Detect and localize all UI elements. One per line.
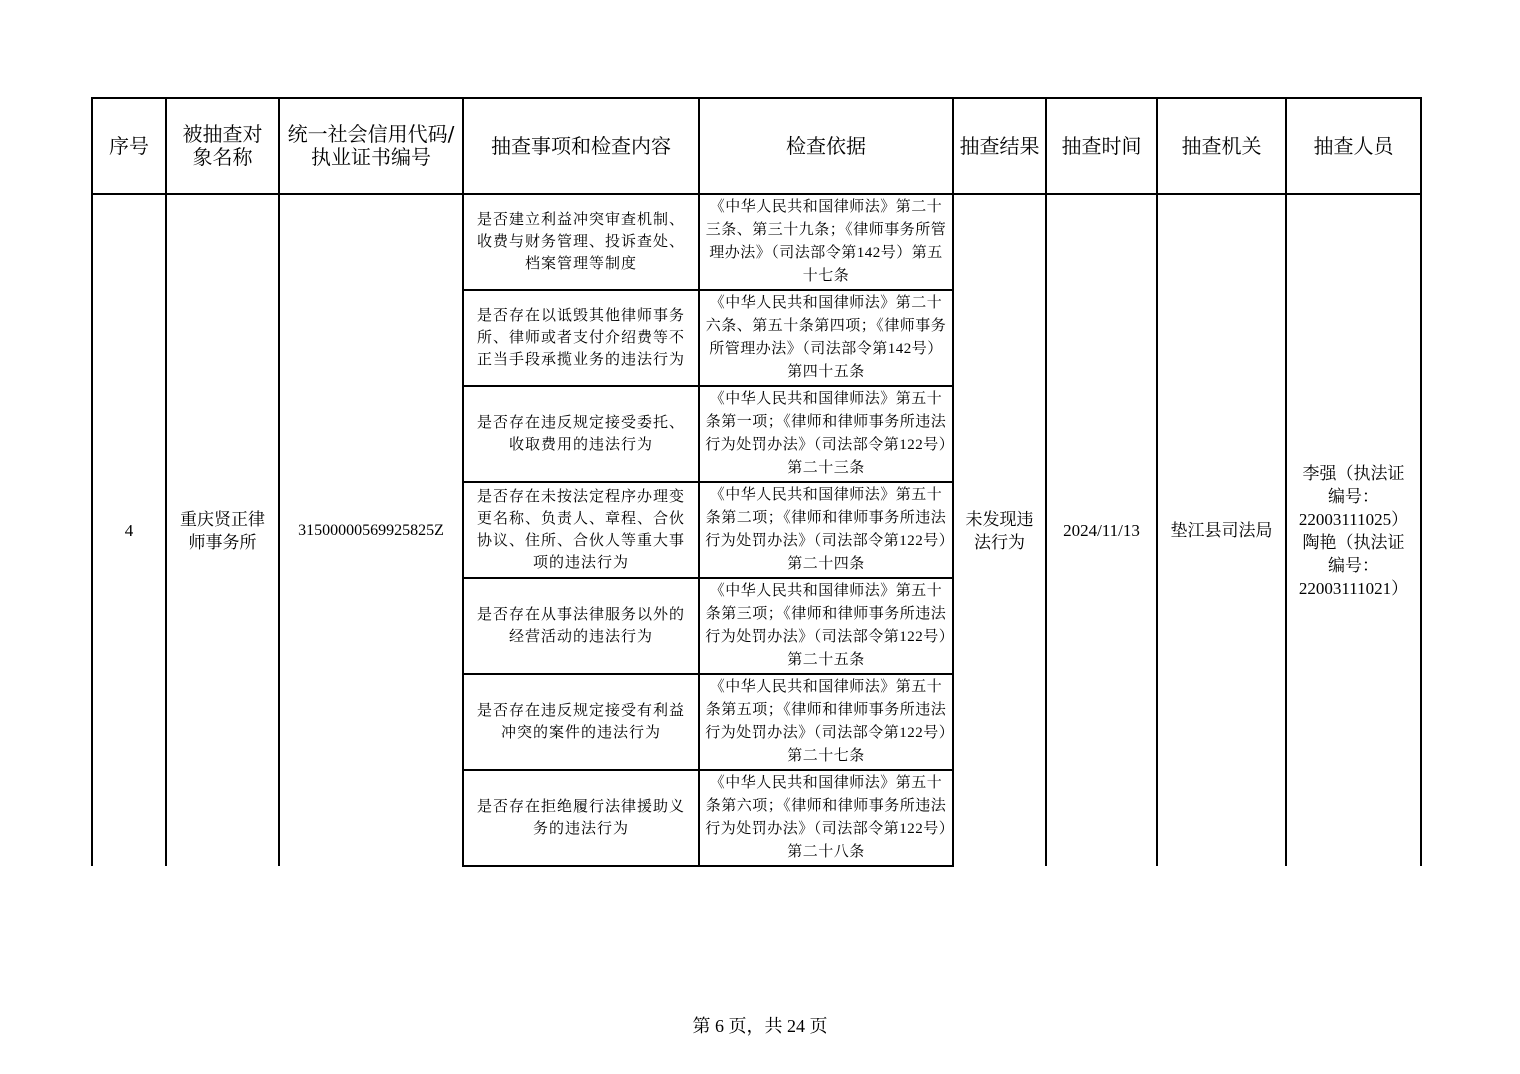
footer-total-pages: 24 <box>787 1016 805 1036</box>
check-item: 是否存在以诋毁其他律师事务所、律师或者支付介绍费等不正当手段承揽业务的违法行为 <box>463 290 699 386</box>
footer-suffix: 页 <box>809 1016 828 1036</box>
check-basis-text: 《中华人民共和国律师法》第五十条第五项；《律师和律师事务所违法行为处罚办法》（司法部令第122号）第二十七条 <box>705 679 947 764</box>
record-time: 2024/11/13 <box>1046 194 1157 866</box>
header-result: 抽查结果 <box>953 98 1046 194</box>
header-basis: 检查依据 <box>699 98 953 194</box>
record-personnel: 李强（执法证编号：22003111025）陶艳（执法证编号：22003111021） <box>1286 194 1421 866</box>
check-basis <box>699 386 953 482</box>
footer-middle: 页，共 <box>728 1016 783 1036</box>
record-result: 未发现违法行为 <box>953 194 1046 866</box>
inspection-table <box>91 97 1422 867</box>
record-code: 31500000569925825Z <box>279 194 463 866</box>
check-basis <box>699 482 953 578</box>
check-basis-text: 《中华人民共和国律师法》第五十条第二项；《律师和律师事务所违法行为处罚办法》（司法部令第122号）第二十四条 <box>705 487 947 572</box>
header-code: 统一社会信用代码/执业证书编号 <box>279 98 463 194</box>
footer-prefix: 第 <box>692 1016 711 1036</box>
header-seq: 序号 <box>92 98 166 194</box>
check-basis <box>699 578 953 674</box>
header-name: 被抽查对象名称 <box>166 98 279 194</box>
header-items: 抽查事项和检查内容 <box>463 98 699 194</box>
check-item: 是否存在违反规定接受有利益冲突的案件的违法行为 <box>463 674 699 770</box>
record-seq: 4 <box>92 194 166 866</box>
check-basis-text: 《中华人民共和国律师法》第五十条第一项；《律师和律师事务所违法行为处罚办法》（司法部令第122号）第二十三条 <box>705 391 947 476</box>
check-basis-text: 《中华人民共和国律师法》第二十三条、第三十九条；《律师事务所管理办法》（司法部令第142号）第五十七条 <box>705 199 947 284</box>
check-basis <box>699 290 953 386</box>
check-basis <box>699 674 953 770</box>
footer-page-number: 6 <box>715 1016 724 1036</box>
check-item: 是否存在从事法律服务以外的经营活动的违法行为 <box>463 578 699 674</box>
check-item: 是否存在违反规定接受委托、收取费用的违法行为 <box>463 386 699 482</box>
check-item: 是否存在拒绝履行法律援助义务的违法行为 <box>463 770 699 866</box>
check-item: 是否建立利益冲突审查机制、收费与财务管理、投诉查处、档案管理等制度 <box>463 194 699 290</box>
check-basis <box>699 194 953 290</box>
check-basis <box>699 770 953 866</box>
page-footer <box>0 1012 1520 1038</box>
record-agency: 垫江县司法局 <box>1157 194 1286 866</box>
record-name: 重庆贤正律师事务所 <box>166 194 279 866</box>
check-basis-text: 《中华人民共和国律师法》第五十条第三项；《律师和律师事务所违法行为处罚办法》（司法部令第122号）第二十五条 <box>705 583 947 668</box>
header-agency: 抽查机关 <box>1157 98 1286 194</box>
table-row <box>92 194 1421 290</box>
check-item: 是否存在未按法定程序办理变更名称、负责人、章程、合伙协议、住所、合伙人等重大事项的违法行为 <box>463 482 699 578</box>
header-row <box>92 98 1421 194</box>
header-time: 抽查时间 <box>1046 98 1157 194</box>
header-personnel: 抽查人员 <box>1286 98 1421 194</box>
check-basis-text: 《中华人民共和国律师法》第二十六条、第五十条第四项；《律师事务所管理办法》（司法部令第142号）第四十五条 <box>705 295 947 380</box>
check-basis-text: 《中华人民共和国律师法》第五十条第六项；《律师和律师事务所违法行为处罚办法》（司法部令第122号）第二十八条 <box>705 775 947 860</box>
